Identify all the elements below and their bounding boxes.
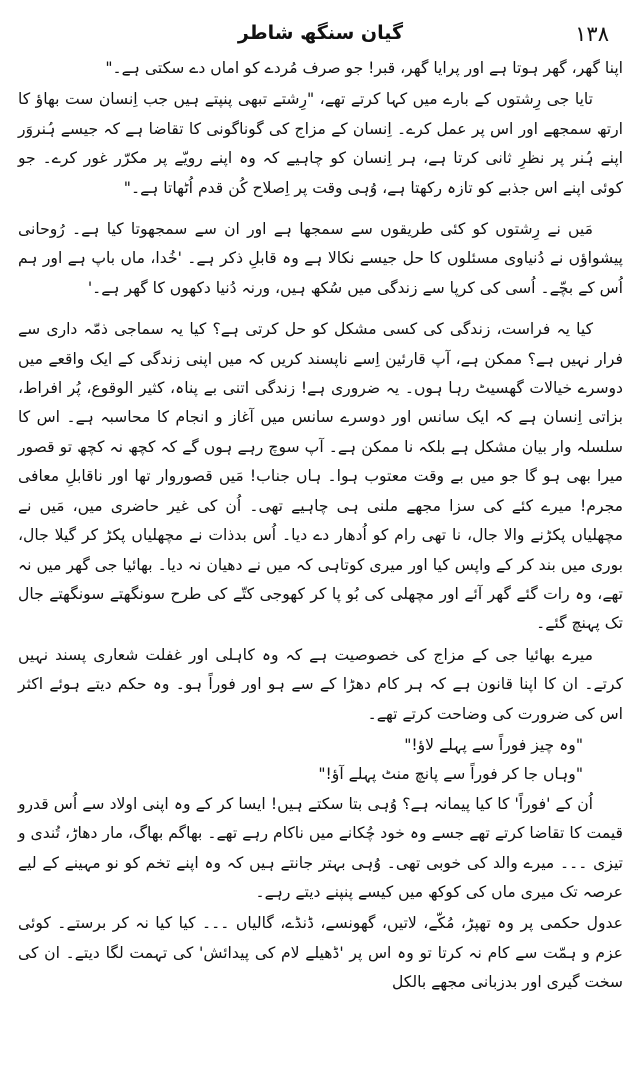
- page-header: [18, 14, 623, 54]
- paragraph: کیا یہ فراست، زندگی کی کسی مشکل کو حل کرتی ہے؟ کیا یہ سماجی ذمّہ داری سے فرار نہیں ہے؟ ممکن ہے، آپ قارئین اِسے ناپسند کریں کہ میں اپنی زندگی کے ایک واقعے میں دوسرے خیالات گھسیٹ رہا ہوں۔ یہ ضروری ہے! زندگی اتنی بے پناہ، کثیر الوقوع، پُر افراط، بزاتی اِنسان ہے کہ ایک سانس اور دوسرے سانس میں آغاز و انجام کا محاسبہ ہے۔ اس کا سلسلہ وار بیان مشکل ہے بلکہ نا ممکن ہے۔ آپ سوچ رہے ہوں گے کہ کچھ نہ کچھ تو قصور میرا بھی ہو گا جو میں بے وقت معتوب ہوا۔ ہاں جناب! مَیں قصوروار تھا اور ناقابلِ معافی مجرم! میرے کئے کی سزا مجھے ملنی ہی چاہیے تھی۔ اُن کی غیر حاضری میں، مَیں نے مچھلیاں پکڑنے والا جال، نا تھی رام کو اُدھار دے دیا۔ اُس بدذات نے مچھلیاں پکڑ کر گیلا جال، بوری میں بند کر کے واپس کیا اور میری کوتاہی کہ میں نے دھیان نہ دیا۔ بھائیا جی گھر میں نہ تھے، وہ رات گئے گھر آئے اور مچھلی کی بُو پا کر کھوجی کتّے کی طرح سونگھتے سونگھتے جال تک پہنچ گئے۔: [18, 320, 623, 633]
- paragraph: تایا جی رِشتوں کے بارے میں کہا کرتے تھے، "رِشتے تبھی پنپتے ہیں جب اِنسان ست بھاؤ کا ارتھ سمجھے اور اس پر عمل کرے۔ اِنسان کے مزاج کی گوناگونی کا تقاضا ہے کہ جیسے ہُنروَر اپنے ہُنر پر نظرِ ثانی کرتا ہے، ہر اِنسان کو چاہیے کہ وہ اپنے رویّے پر مکرّر غور کرے۔ جو کوئی اپنے اس جذبے کو تازہ رکھتا ہے، وُہی وقت پر اِصلاح کُن قدم اُٹھاتا ہے۔": [18, 90, 623, 197]
- paragraph: میرے بھائیا جی کے مزاج کی خصوصیت ہے کہ وہ کاہلی اور غفلت شعاری پسند نہیں کرتے۔ ان کا اپنا قانون ہے کہ ہر کام دھڑا کے سے ہو اور فوراً ہو۔ وہ حکم دیتے ہوئے اکثر اس کی ضرورت کی وضاحت کرتے تھے۔: [18, 645, 623, 723]
- paragraph: اُن کے 'فوراً' کا کیا پیمانہ ہے؟ وُہی بتا سکتے ہیں! ایسا کر کے وہ اپنی اولاد سے اُس قدرو قیمت کا تقاضا کرتے تھے جسے وہ خود چُکانے میں ناکام رہے تھے۔ بھاگم بھاگ، مار دھاڑ، تُندی و تیزی ۔۔۔ میرے والد کی خوبی تھی۔ وُہی بہتر جانتے ہیں کہ وہ اپنے تخم کو نو مہینے کے لیے عرصہ تک میری ماں کی کوکھ میں کیسے پنپنے دیتے رہے۔: [18, 794, 623, 901]
- paragraph: عدول حکمی پر وہ تھپڑ، مُکّے، لاتیں، گھونسے، ڈنڈے، گالیاں ۔۔۔ کیا کیا نہ کر برستے۔ کوئی عزم و ہمّت سے کام نہ کرتا تو وہ اس پر 'ڈھیلے لام کی پیدائش' کی تہمت لگا دیتے۔ ان کی سخت گیری اور بدزبانی مجھے بالکل: [18, 914, 623, 992]
- paragraph: مَیں نے رِشتوں کو کئی طریقوں سے سمجھا ہے اور ان سے سمجھوتا کیا ہے۔ رُوحانی پیشواؤں نے دُنیاوی مسئلوں کا حل جیسے نکالا ہے وہ قابلِ ذکر ہے۔ 'خُدا، ماں باپ ہے اور ہم اُس کے بچّے۔ اُسی کی کرپا سے زندگی میں سُکھ ہیں، ورنہ دُنیا دکھوں کا گھر ہے۔': [18, 220, 623, 297]
- quoted-command: "وہاں جا کر فوراً سے پانچ منٹ پہلے آؤ!": [318, 765, 583, 784]
- paragraph: اپنا گھر، گھر ہوتا ہے اور پرایا گھر، قبر! جو صرف مُردے کو اماں دے سکتی ہے۔": [105, 59, 623, 77]
- running-title: گیان سنگھ شاطر: [237, 22, 404, 44]
- page-number: ۱۳۸: [575, 22, 609, 46]
- quoted-command: "وہ چیز فوراً سے پہلے لاؤ!": [404, 735, 583, 754]
- body-text: [18, 54, 623, 998]
